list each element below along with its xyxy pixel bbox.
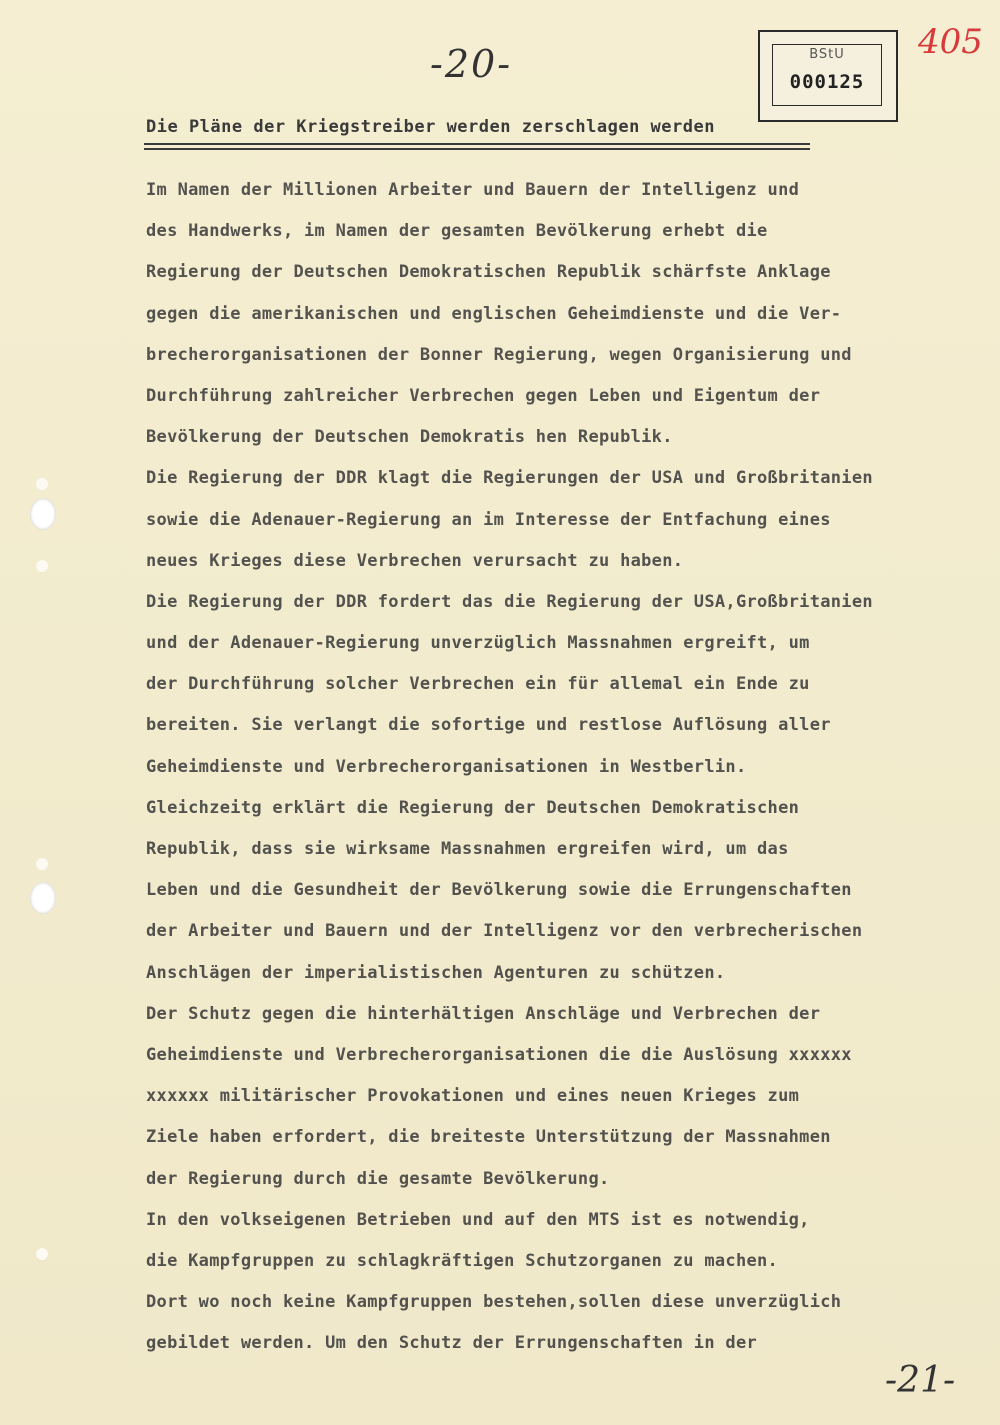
body-line-10: neues Krieges diese Verbrechen verursacht zu haben. bbox=[146, 550, 684, 571]
title-underline-1 bbox=[144, 143, 810, 145]
body-line-12: und der Adenauer-Regierung unverzüglich Massnahmen ergreift, um bbox=[146, 633, 810, 654]
punch-hole-mark-3 bbox=[36, 858, 48, 870]
body-line-3: Regierung der Deutschen Demokratischen Republik schärfste Anklage bbox=[146, 262, 831, 283]
body-line-22: Geheimdienste und Verbrecherorganisationen die die Auslösung xxxxxx bbox=[146, 1044, 852, 1065]
archive-stamp-label: BStU bbox=[809, 47, 845, 62]
handwritten-folio-number: 405 bbox=[918, 22, 983, 62]
title-underline-2 bbox=[144, 148, 810, 150]
body-line-11: Die Regierung der DDR fordert das die Regierung der USA,Großbritanien bbox=[146, 591, 873, 612]
punch-hole-2 bbox=[30, 882, 56, 914]
body-line-23: xxxxxx militärischer Provokationen und eines neuen Krieges zum bbox=[146, 1086, 800, 1107]
body-line-16: Gleichzeitg erklärt die Regierung der Deutschen Demokratischen bbox=[146, 797, 800, 818]
body-line-7: Bevölkerung der Deutschen Demokratis hen Republik. bbox=[146, 427, 673, 448]
body-line-21: Der Schutz gegen die hinterhältigen Anschläge und Verbrechen der bbox=[146, 1003, 821, 1024]
body-line-6: Durchführung zahlreicher Verbrechen gegen Leben und Eigentum der bbox=[146, 385, 821, 406]
body-line-25: der Regierung durch die gesamte Bevölkerung. bbox=[146, 1168, 610, 1189]
punch-hole-mark-2 bbox=[36, 560, 48, 572]
body-line-26: In den volkseigenen Betrieben und auf den MTS ist es notwendig, bbox=[146, 1209, 810, 1230]
body-line-28: Dort wo noch keine Kampfgruppen bestehen,sollen diese unverzüglich bbox=[146, 1292, 842, 1313]
body-line-27: die Kampfgruppen zu schlagkräftigen Schutzorganen zu machen. bbox=[146, 1250, 779, 1271]
handwritten-page-number-bottom: -21- bbox=[885, 1360, 956, 1401]
archive-stamp bbox=[758, 30, 898, 122]
body-line-9: sowie die Adenauer-Regierung an im Interesse der Entfachung eines bbox=[146, 509, 831, 530]
document-body bbox=[146, 176, 996, 1370]
punch-hole-mark-4 bbox=[36, 1248, 48, 1260]
body-line-17: Republik, dass sie wirksame Massnahmen ergreifen wird, um das bbox=[146, 839, 789, 859]
handwritten-page-number-top: -20- bbox=[430, 42, 513, 86]
body-line-13: der Durchführung solcher Verbrechen ein für allemal ein Ende zu bbox=[146, 674, 810, 695]
body-line-20: Anschlägen der imperialistischen Agenturen zu schützen. bbox=[146, 962, 726, 983]
body-line-15: Geheimdienste und Verbrecherorganisationen in Westberlin. bbox=[146, 756, 747, 777]
body-line-24: Ziele haben erfordert, die breiteste Unterstützung der Massnahmen bbox=[146, 1127, 831, 1148]
body-line-19: der Arbeiter und Bauern und der Intelligenz vor den verbrecherischen bbox=[146, 921, 863, 942]
body-line-29: gebildet werden. Um den Schutz der Errungenschaften in der bbox=[146, 1333, 758, 1354]
body-line-8: Die Regierung der DDR klagt die Regierungen der USA und Großbritanien bbox=[146, 468, 873, 489]
body-line-2: des Handwerks, im Namen der gesamten Bevölkerung erhebt die bbox=[146, 221, 768, 242]
punch-hole-1 bbox=[30, 498, 56, 530]
body-line-14: bereiten. Sie verlangt die sofortige und restlose Auflösung aller bbox=[146, 715, 831, 736]
body-line-18: Leben und die Gesundheit der Bevölkerung sowie die Errungenschaften bbox=[146, 880, 852, 901]
punch-hole-mark-1 bbox=[36, 478, 48, 490]
archive-stamp-number: 000125 bbox=[789, 71, 865, 93]
body-line-4: gegen die amerikanischen und englischen Geheimdienste und die Ver- bbox=[146, 303, 842, 324]
archive-stamp-inner-frame bbox=[772, 44, 882, 106]
document-title: Die Pläne der Kriegstreiber werden zerschlagen werden bbox=[146, 117, 715, 137]
body-line-1: Im Namen der Millionen Arbeiter und Bauern der Intelligenz und bbox=[146, 180, 800, 200]
body-line-5: brecherorganisationen der Bonner Regierung, wegen Organisierung und bbox=[146, 344, 852, 365]
